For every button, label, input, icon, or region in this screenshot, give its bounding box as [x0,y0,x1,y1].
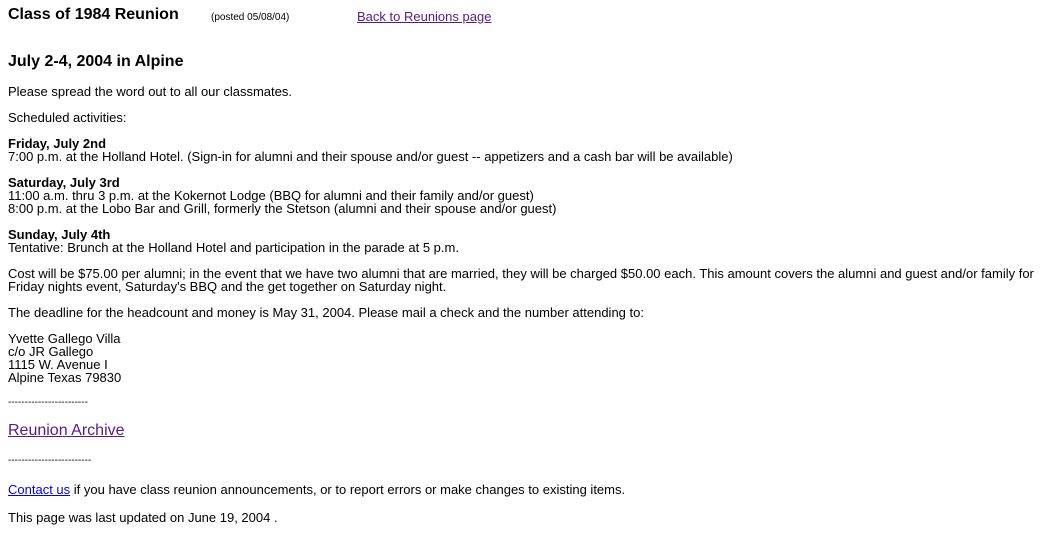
address-line: c/o JR Gallego [8,344,94,359]
page-title: Class of 1984 Reunion [8,6,179,23]
reunion-archive-link[interactable]: Reunion Archive [8,422,125,439]
divider: ------------------------- [8,455,92,466]
schedule-line: Tentative: Brunch at the Holland Hotel and participation in the parade at 5 p.m. [8,240,459,255]
contact-text: if you have class reunion announcements, or to report errors or make changes to existing items. [70,482,626,497]
contact-us-link[interactable]: Contact us [8,482,71,497]
schedule-line: 11:00 a.m. thru 3 p.m. at the Kokernot Lodge (BBQ for alumni and their family and/or guest) [8,188,534,203]
last-updated-text: This page was last updated on June 19, 2004 . [8,510,278,525]
divider: ------------------------ [8,397,88,408]
contact-line [8,483,625,496]
posted-date: (posted 05/08/04) [211,12,290,23]
address-line: 1115 W. Avenue I [8,357,108,372]
address-line: Alpine Texas 79830 [8,370,122,385]
cost-text-line1: Cost will be $75.00 per alumni; in the event that we have two alumni that are married, they will be charged $50.00 each. This amount covers the alumni and guest and/or family for [8,266,1034,281]
schedule-line: 8:00 p.m. at the Lobo Bar and Grill, formerly the Stetson (alumni and their spouse and/or guest) [8,201,557,216]
schedule-day-friday: Friday, July 2nd [8,136,107,151]
cost-text-line2: Friday nights event, Saturday's BBQ and the get together on Saturday night. [8,279,447,294]
schedule-line: 7:00 p.m. at the Holland Hotel. (Sign-in for alumni and their spouse and/or guest -- appetizers and a cash bar will be available) [8,149,733,164]
back-to-reunions-link[interactable]: Back to Reunions page [357,9,492,24]
deadline-text: The deadline for the headcount and money is May 31, 2004. Please mail a check and the number attending to: [8,305,644,320]
schedule-day-saturday: Saturday, July 3rd [8,175,120,190]
schedule-day-sunday: Sunday, July 4th [8,227,111,242]
event-heading: July 2-4, 2004 in Alpine [8,53,184,70]
intro-text: Please spread the word out to all our classmates. [8,84,292,99]
scheduled-label: Scheduled activities: [8,110,127,125]
address-line: Yvette Gallego Villa [8,331,121,346]
